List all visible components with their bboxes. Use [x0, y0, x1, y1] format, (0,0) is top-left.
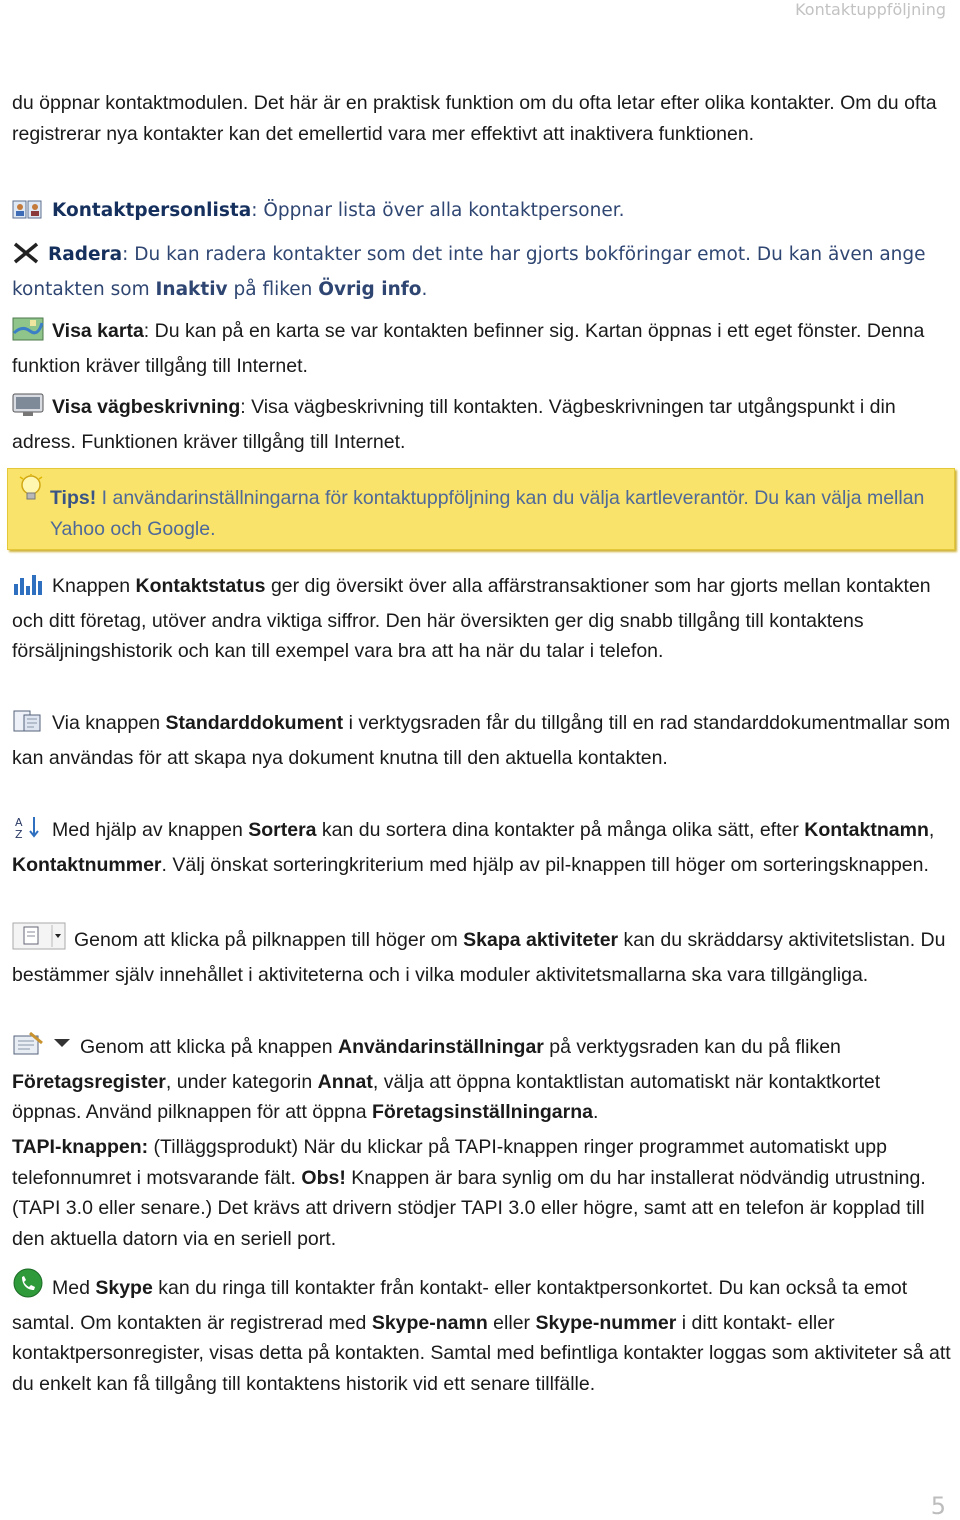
contact-list-icon [12, 198, 44, 231]
page-number: 5 [930, 1492, 946, 1520]
intro-paragraph: du öppnar kontaktmodulen. Det här är en praktisk funktion om du ofta letar efter olika kontakter. Om du ofta registrerar nya kontakter kan det emellertid vara mer effektivt att inaktivera funktionen. [12, 92, 937, 145]
kontaktpersonlista-title: Kontaktpersonlista [52, 200, 252, 221]
radera-paragraph: Radera: Du kan radera kontakter som det inte har gjorts bokföringar emot. Du kan även ange kontakten som Inaktiv på fliken Övrig info. [12, 244, 926, 300]
tapi-paragraph: TAPI-knappen: (Tilläggsprodukt) När du klickar på TAPI-knappen ringer programmet automatiskt upp telefonnumret i motsvarande fält. Obs! Knappen är bara synlig om du har installerat nödvändig utrustning. (TAPI 3.0 eller senare.) Det krävs att drivern stödjer TAPI 3.0 eller högre, samt att en telefon är kopplad till den aktuella datorn via en seriell port. [12, 1136, 926, 1250]
visa-karta-paragraph: Visa karta: Du kan på en karta se var kontakten befinner sig. Kartan öppnas i ett eget fönster. Denna funktion kräver tillgång till Internet. [12, 316, 952, 381]
running-header: Kontaktuppföljning [795, 0, 946, 19]
skype-phone-icon [12, 1268, 44, 1308]
visa-karta-title: Visa karta [52, 320, 144, 342]
tips-text: Tips! I användarinställningarna för kontaktuppföljning kan du välja kartleverantör. Du kan välja mellan Yahoo och Google. [50, 487, 925, 540]
svg-text:A: A [15, 816, 23, 829]
create-activity-dropdown-icon [12, 922, 66, 960]
anvandarinstallningar-paragraph: Genom att klicka på knappen Användarinställningar på verktygsraden kan du på fliken Företagsregister, under kategorin Annat, välja att öppna kontaktlistan automatiskt när kontaktkortet öppnas. Använd pilknappen för att öppna Företagsinställningarna. [12, 1031, 952, 1128]
tips-label: Tips! [50, 487, 97, 509]
route-monitor-icon [12, 393, 44, 427]
sort-az-icon [12, 814, 44, 850]
visa-vagbeskrivning-paragraph: Visa vägbeskrivning: Visa vägbeskrivning till kontakten. Vägbeskrivningen tar utgångspunkt i din adress. Funktionen kräver tillgång till Internet. [12, 392, 952, 457]
kontaktpersonlista-paragraph: Kontaktpersonlista: Öppnar lista över alla kontaktpersoner. [12, 196, 952, 231]
lightbulb-icon [18, 474, 44, 511]
skype-paragraph: Med Skype kan du ringa till kontakter från kontakt- eller kontaktpersonkortet. Du kan också ta emot samtal. Om kontakten är registrerad med Skype-namn eller Skype-nummer i ditt kontakt- eller kontaktpersonregister, visas detta på kontakten. Samtal med befintliga kontakter loggas som aktiviteter så att du enkelt kan få tillgång till kontaktens historik vid ett senare tillfälle. [12, 1268, 952, 1399]
document-template-icon [12, 709, 44, 743]
map-icon [12, 317, 44, 351]
user-settings-icon [12, 1031, 72, 1067]
visa-vagbeskrivning-title: Visa vägbeskrivning [52, 396, 241, 418]
skapa-aktiviteter-paragraph: Genom att klicka på pilknappen till höger om Skapa aktiviteter kan du skräddarsy aktivitetslistan. Du bestämmer själv innehållet i aktiviteterna och i vilka moduler aktivitetsmallarna ska vara tillgängliga. [12, 922, 952, 990]
standarddokument-paragraph: Via knappen Standarddokument i verktygsraden får du tillgång till en rad standarddokumentmallar som kan användas för att skapa nya dokument knutna till den aktuella kontakten. [12, 708, 952, 773]
bar-chart-icon [12, 572, 44, 606]
sortera-paragraph: A Z Med hjälp av knappen Sortera kan du sortera dina kontakter på många olika sätt, efter Kontaktnamn, Kontaktnummer. Välj önskat sorteringkriterium med hjälp av pil-knappen till höger om sorteringsknappen. [12, 816, 935, 876]
svg-text:Z: Z [15, 828, 23, 840]
kontaktstatus-paragraph: Knappen Kontaktstatus ger dig översikt över alla affärstransaktioner som har gjorts mellan kontakten och ditt företag, utöver andra viktiga siffror. Den här översikten ger dig snabb tillgång till kontaktens försäljningshistorik och kan till exempel vara bra att ha när du talar i telefon. [12, 571, 952, 667]
delete-x-icon [12, 242, 40, 275]
